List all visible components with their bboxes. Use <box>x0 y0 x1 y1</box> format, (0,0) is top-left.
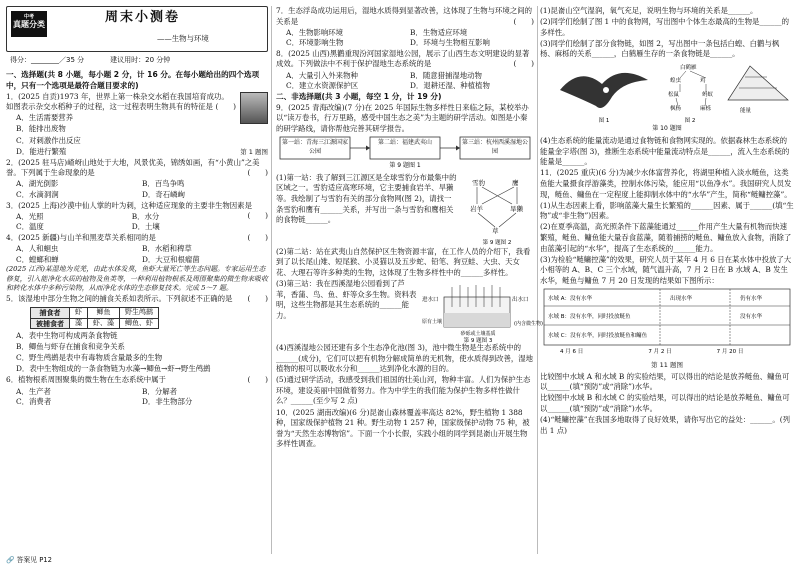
option-c[interactable]: C．建立水资源保护区 <box>286 81 359 91</box>
web-node-eagle: 鹰 <box>512 178 519 187</box>
option-d[interactable]: D．环境与生物相互影响 <box>410 38 490 48</box>
node-oak: 麻栎 <box>700 106 712 113</box>
date-tick: 4 月 6 日 <box>560 348 584 355</box>
algal-bloom-chart <box>540 287 794 359</box>
figure-caption: 第 9 题图 1 <box>389 162 421 170</box>
option-a[interactable]: A．湖光倒影 <box>16 179 59 189</box>
state-no-bloom: 没有水华 <box>740 313 763 320</box>
option-c[interactable]: C．温度 <box>16 222 44 232</box>
conclusion-1: 比较图中水域 A 和水域 B 的实验结果，可以得出的结论是放养鲢鱼、鳙鱼可以______(填“预防”或“消除”)水华。 <box>540 371 790 392</box>
subquestion-2: (2)同学们绘制了图 1 中的食物网，写出图中个体生态最高的生物是______的多样性。 <box>540 17 789 37</box>
subquestion-1: (1)第一站：我了解到三江源区是全球雪豹分布最集中的区域之一。雪豹适应高寒环境，它主要捕食岩羊、旱獭等。我绘制了与雪豹有关的部分食物网(图 2)，请找一条雪豹和鹰有______关系，并写出一条与雪豹和鹰相关的食物链______。 <box>276 172 457 225</box>
state-bloom: 出现水华 <box>670 295 693 302</box>
row-label-b: 水域 B：没有水华，同时投放鲢鱼 <box>548 313 631 320</box>
figure-caption: 图 1 <box>598 118 610 125</box>
inlet-label: 进水口 <box>422 297 439 303</box>
question-stem: 2．(2025 驻马店)嵖岈山地处于大地，风景优美，锦绣如画，有“小黄山”之美誉。下列属于生命现象的是 <box>6 157 260 178</box>
node-locust: 蝗虫 <box>670 78 682 85</box>
option-b[interactable]: B．水分 <box>131 211 160 221</box>
option-d[interactable]: D．奇石嶙峋 <box>142 190 185 200</box>
subquestion-3: (3)同学们绘制了部分食物链，如图 2，写出图中一条包括白蝗、白鹳与枫杨、麻栎的关系______，白鹤雁生存的一条食物链是______。 <box>540 38 780 59</box>
question-11 <box>540 168 794 436</box>
time-hint: 建议用时：20 分钟 <box>110 56 171 64</box>
subquestion-1: (1)从生态因素上看，影响蓝藻大量生长繁殖的______因素、属于______(填“生物”或“非生物”)因素。 <box>540 200 794 221</box>
subquestion-5: (5)通过研学活动，我感受到我们祖国的壮美山河，物种丰富。人们为保护生态环境，建设美丽中国做着努力。作为中学生的我们能为保护生物多样性做什么？______(至少写 2 点) <box>276 375 531 406</box>
route-stop-2: 第二站：福建武夷山 <box>377 139 432 147</box>
option-c[interactable]: C．水滴洞涧 <box>16 190 59 200</box>
subquestion-4: (4)生态系统的能量流动是通过食物链和食物网实现的。依据森林生态系统的能量金字塔(图 3)，推断生态系统中能量流动特点是______，流入生态系统的能量是______。 <box>540 136 790 167</box>
table-row: 被捕食者 藻 虾、藻 鲫鱼、虾 <box>31 318 159 329</box>
question-stem: 8．(2025 山西)黑鹳重现汾河国家湿地公园，展示了山西生态文明建设的显著成效。下列做法中不利于保护湿地生态系统的是 <box>276 48 530 69</box>
column-divider <box>271 6 272 554</box>
figure-caption: 第 1 题图 <box>240 147 268 156</box>
question-5: 5．该湿地中部分生物之间的捕食关系如表所示。下列叙述不正确的是 ( ) 捕食者 虾 鲫鱼 野生鸬鹚 被捕食者 藻 虾、藻 鲫鱼、虾 A．表中生物可构成两条食物链 B．鲫鱼与虾存在捕食和竞争关系 C．野生鸬鹚是表中有毒物质含量最多的生物 D．表中生物组成的一条食物链为水藻→鲫鱼→虾→野生鸬鹚 <box>6 294 268 374</box>
figure-caption: 图 2 <box>684 118 696 125</box>
eagle-figure <box>560 73 648 124</box>
question-3: 3．(2025 上海)沙漠中仙人掌的叶为刺，这种适应现象的主要非生物因素是 ( ) A．光照 B．水分 C．温度 D．土壤 <box>6 200 268 232</box>
figure-caption: 第 10 题图 <box>652 125 682 133</box>
option-c[interactable]: C．环境影响生物 <box>286 38 344 48</box>
option-a[interactable]: A．生活需要营养 <box>16 113 74 123</box>
rice-photo <box>240 92 268 124</box>
question-stem: 6．植物根系周围聚集的微生物在生态系统中属于 <box>6 375 166 385</box>
question-stem: 5．该湿地中部分生物之间的捕食关系如表所示。下列叙述不正确的是 <box>6 294 233 304</box>
substrate-label: 砂砾或土壤基质 <box>460 331 496 337</box>
question-4: 4．(2025 新疆)与山羊和黑麦草关系相同的是 ( ) A．人和蛔虫 B．水稻和稗草 C．螳螂和蝉 D．大豆和根瘤菌 <box>6 232 268 264</box>
state-still-bloom: 仍有水华 <box>740 295 763 302</box>
question-stem: 4．(2025 新疆)与山羊和黑麦草关系相同的是 <box>6 232 156 242</box>
column-middle <box>276 6 543 450</box>
web-node-snow-leopard: 雪豹 <box>472 178 485 187</box>
option-b[interactable]: B．能排出废物 <box>16 124 66 134</box>
option-d[interactable]: D．土壤 <box>131 222 160 232</box>
outlet-label: 出水口 <box>512 297 529 303</box>
node-white-crane: 白鹤雁 <box>680 65 697 72</box>
question-10 <box>276 408 534 450</box>
study-route-figure <box>276 135 534 169</box>
soil-label: 原有土壤 <box>422 319 443 325</box>
subquestion-3: (3)第三站：我在西溪湿地公园看到了芦苇，香蒲、鸟、鱼、虾等众多生物。资料表明，这些生物都是其生态系统的______能力。 <box>276 279 417 320</box>
option-d[interactable]: D．非生物部分 <box>142 397 193 407</box>
subquestion-4: (4)西溪湿地公园还建有多个生态净化池(图 3)，池中微生物是生态系统中的______(成分)，它们可以把有机物分解成简单的无机物，使水质得到改善，湿地植物的根可以吸收水分和______达到净化水源的目的。 <box>276 343 534 374</box>
row-label-c: 水域 C：没有水华，同时投放鲢鱼和鳙鱼 <box>548 332 648 339</box>
column-right <box>540 6 794 437</box>
question-stem: 1．(2025 自贡)1973 年，世界上第一株杂交水稻在我国培育成功。如图表示杂交水稻种子的过程，这一过程表明生物具有的特征是 <box>6 91 229 112</box>
question-9 <box>276 102 543 407</box>
purification-pool-figure <box>422 279 543 344</box>
food-web-diagram <box>668 63 714 124</box>
option-a[interactable]: A．光照 <box>16 211 44 221</box>
food-web-figure <box>460 173 534 247</box>
web-node-marmot: 旱獭 <box>510 204 523 213</box>
option-b[interactable]: B．百鸟争鸣 <box>142 179 185 189</box>
route-stop-1: 第一站：青海三江源国家公园 <box>281 139 348 156</box>
conclusion-2: 比较图中水域 B 和水域 C 的实验结果，可以得出的结论是放养鲢鱼、鳙鱼可以______(填“预防”或“消除”)水华。 <box>540 393 790 413</box>
figure-caption: 第 11 题图 <box>651 361 683 370</box>
table-row: 捕食者 虾 鲫鱼 野生鸬鹚 <box>31 308 159 319</box>
node-maple: 枫杨 <box>670 106 682 113</box>
question-6: 6．植物根系周围聚集的微生物在生态系统中属于 ( ) A．生产者 B．分解者 C．消费者 D．非生物部分 <box>6 375 268 407</box>
page-title: 周末小测卷 <box>105 10 181 25</box>
score-bar <box>6 55 268 67</box>
section-heading: 一、选择题(共 8 小题，每小题 2 分，计 16 分。在每小题给出的四个选项中，只有一个选项是最符合题目要求的) <box>6 70 260 90</box>
web-node-blue-sheep: 岩羊 <box>470 204 483 213</box>
link-icon: 🔗 <box>6 556 15 564</box>
section-heading: 二、非选择题(共 3 小题，每空 1 分，计 19 分) <box>276 91 442 101</box>
subquestion-3: (3)为检验“鲢鳙控藻”的效果，研究人员于某年 4 月 6 日在某水体中投放了大小相等的 A、B、C 三个水域，随气温升高，7 月 2 日在 B 水域 A、B 发生水华，鲢鱼与鳙鱼 7 月 20 日发现的结果如下图所示： <box>540 254 792 285</box>
reading-material: (2025 江西)某湿地为荒芜，由此水体发臭，鱼虾大量死亡等生态问题。专家运用生态修复，引入能净化水质的植物及鱼类等，一种利用植物根系及周围聚集的微生物来吸收和转化水体中多种污染物，从而净化水体的生态修复技术。完成 5～7 题。 <box>6 265 268 293</box>
date-tick: 7 月 20 日 <box>716 348 744 355</box>
energy-pyramid <box>728 66 788 114</box>
subquestion-2: (2)第二站：站在武夷山自然保护区生物资源丰富，在工作人员的介绍下，我看到了以长尾山雉、短尾猴、小灵猫以及五步蛇、铅笔、狗豆蛙、大虫、天女花、大理石等许多种类的生物，这体现了生物多样性中的______多样性。 <box>276 246 531 277</box>
subquestion-2: (2)在夏季高温，高光照条件下蓝藻能通过______作用产生大量有机物而快速繁殖，鲢鱼、鳙鱼能大量吞食蓝藻，随着捕捞的鲢鱼、鳙鱼放入食物，消除了由蓝藻引起的“水华”，提高了生态系统的______能力。 <box>540 222 792 253</box>
web-node-grass: 草 <box>492 226 499 235</box>
question-1: 1．(2025 自贡)1973 年，世界上第一株杂交水稻在我国培育成功。如图表示杂交水稻种子的过程，这一过程表明生物具有的特征是 ( ) A．生活需要营养 B．能排出废物 C．对刺激作出反应 D．能进行繁殖 第 1 题图 <box>6 91 268 156</box>
option-b[interactable]: B．水稻和稗草 <box>142 244 192 253</box>
score-field: 得分：________／35 分 <box>10 56 85 64</box>
option-a[interactable]: A．人和蛔虫 <box>16 244 59 253</box>
ecosystem-figures <box>540 60 794 132</box>
question-stem: 9．(2025 青海改编)(7 分)在 2025 年国际生物多样性日来临之际，某校举办以“读万卷书，行万里路，感受中国生态之美”为主题的研学活动。如图是小秦的研学路线，请你帮他完善其研学报告。 <box>276 102 529 134</box>
option-a[interactable]: A．生产者 <box>16 386 51 396</box>
option-b[interactable]: B．分解者 <box>142 386 177 396</box>
question-stem: 3．(2025 上海)沙漠中仙人掌的叶为刺，这种适应现象的主要非生物因素是 <box>6 200 252 210</box>
option-a[interactable]: A．生物影响环境 <box>286 27 344 37</box>
option-a[interactable]: A．大量引入外来物种 <box>286 70 358 80</box>
node-ant: 蚂蚁 <box>702 92 714 99</box>
option-d[interactable]: D．能进行繁殖 <box>16 146 67 156</box>
node-chicken: 鸡 <box>700 78 706 85</box>
microbe-label: (内含微生物) <box>514 321 543 327</box>
question-7: 7．生态浮岛成功运用后，湿地水质得到显著改善，这体现了生物与环境之间的关系是 ( ) A．生物影响环境 B．生物适应环境 C．环境影响生物 D．环境与生物相互影响 <box>276 6 534 48</box>
option-c[interactable]: C．螳螂和蝉 <box>16 254 59 264</box>
figure-caption: 第 9 题图 3 <box>463 338 493 344</box>
subquestion-1: (1)昆嵛山空气湿润，氧气充足，说明生物与环境的关系是______。 <box>540 6 758 15</box>
option-d[interactable]: D．退耕还湿、种植植物 <box>410 81 490 91</box>
date-tick: 7 月 2 日 <box>648 348 672 355</box>
question-stem: 11．(2025 重庆)(6 分)为减少水体富营养化，将湖里种植入淡水鲢鱼，这类鱼能大量摄食浮游藻类，控制水体污染，能应用“以鱼净水”。我国研究人员发现，鲢鱼、鳙鱼在一定程度上能抑制水体中的“水华”产生，简称“鲢鳙控藻”。 <box>540 168 792 199</box>
predation-table <box>30 307 159 329</box>
subquestion-4: (4)“鲢鳙控藻”在我国多地取得了良好效果，请你写出它的益处：______。(列出 1 点) <box>540 414 791 435</box>
column-divider <box>537 6 538 554</box>
question-8: 8．(2025 山西)黑鹳重现汾河国家湿地公园，展示了山西生态文明建设的显著成效。下列做法中不利于保护湿地生态系统的是 ( ) A．大量引入外来物种 B．随意猎捕湿地动物 C．建立水资源保护区 D．退耕还湿、种植植物 <box>276 48 534 91</box>
question-2: 2．(2025 驻马店)嵖岈山地处于大地，风景优美，锦绣如画，有“小黄山”之美誉。下列属于生命现象的是 ( ) A．湖光倒影 B．百鸟争鸣 C．水滴洞涧 D．奇石嶙峋 <box>6 157 268 200</box>
option-b[interactable]: B．随意猎捕湿地动物 <box>410 70 482 80</box>
row-label-a: 水域 A：没有水华 <box>548 295 593 302</box>
option-a[interactable]: A．表中生物可构成两条食物链 <box>16 331 118 341</box>
pyramid-label: 能量 <box>740 108 752 115</box>
route-stop-3: 第三站：杭州西溪湿地公园 <box>461 139 528 156</box>
category-badge: 中考 真题分类 <box>11 11 47 37</box>
column-left <box>6 6 268 408</box>
option-b[interactable]: B．生物适应环境 <box>410 27 468 37</box>
question-stem: 7．生态浮岛成功运用后，湿地水质得到显著改善，这体现了生物与环境之间的关系是 <box>276 6 532 26</box>
answer-reference: 🔗 答案见 P12 <box>6 556 52 564</box>
option-c[interactable]: C．消费者 <box>16 397 52 407</box>
worksheet-header <box>6 6 268 52</box>
option-c[interactable]: C．对刺激作出反应 <box>16 135 81 145</box>
figure-caption: 第 9 题图 2 <box>482 239 512 246</box>
option-c[interactable]: C．野生鸬鹚是表中有毒物质含量最多的生物 <box>16 353 163 363</box>
page-subtitle: ——生物与环境 <box>157 34 209 43</box>
option-b[interactable]: B．鲫鱼与虾存在捕食和竞争关系 <box>16 342 125 352</box>
question-stem: 10．(2025 湖南改编)(6 分)昆嵛山森林覆盖率高达 82%，野生植物 1 388 种，国家级保护植物 21 种。野生动物 1 257 种，国家级保护动物 75 种，被誉为“天然生态博物馆”。下面一个小长假，实践小组的同学到昆嵛山开展生物多样性调查。 <box>276 407 530 449</box>
node-squirrel: 松鼠 <box>668 92 680 99</box>
option-d[interactable]: D．大豆和根瘤菌 <box>142 254 200 264</box>
option-d[interactable]: D．表中生物组成的一条食物链为水藻→鲫鱼→虾→野生鸬鹚 <box>16 364 211 374</box>
